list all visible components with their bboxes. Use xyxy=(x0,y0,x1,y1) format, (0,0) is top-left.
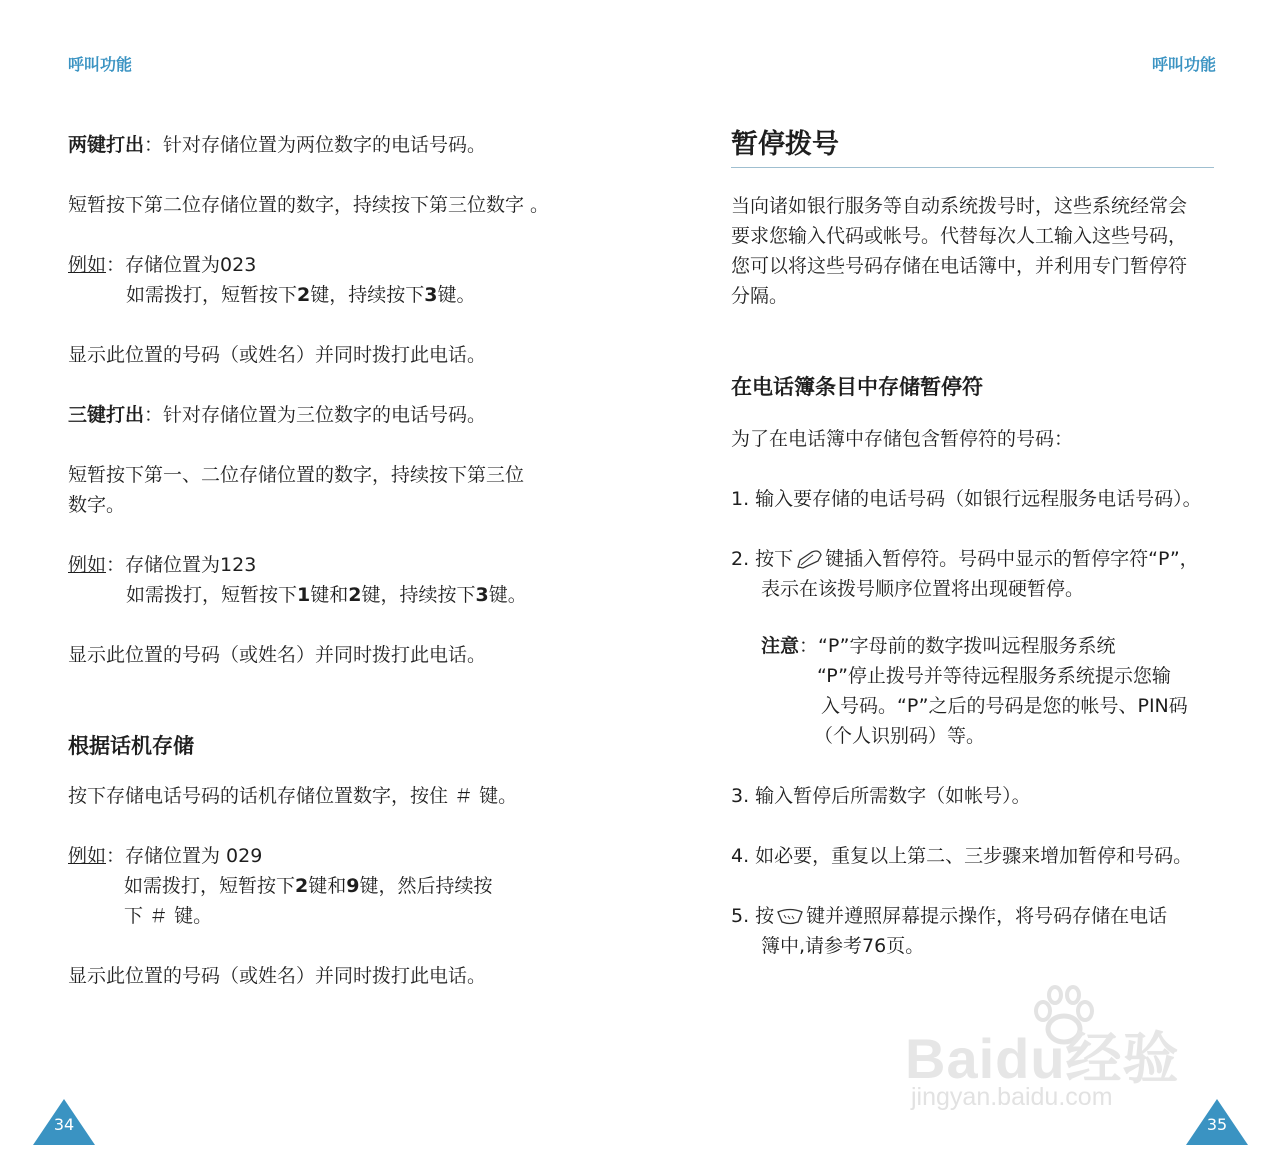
title-divider xyxy=(731,167,1214,168)
display-call-2: 显示此位置的号码（或姓名）并同时拨打此电话。 xyxy=(68,644,487,666)
watermark-url: jingyan.baidu.com xyxy=(911,1083,1113,1111)
note-label: 注意 xyxy=(761,635,800,657)
step-2-line-2: 表示在该拨号顺序位置将出现硬暂停。 xyxy=(761,578,1085,600)
example-1-key-a: 2 xyxy=(297,284,311,306)
three-key-dial-line xyxy=(68,400,486,430)
example-1-text-c: 键。 xyxy=(437,284,476,306)
page-header: 呼叫功能 xyxy=(68,55,133,74)
step-4: 4. 如必要，重复以上第二、三步骤来增加暂停和号码。 xyxy=(731,845,1193,867)
intro-line-3: 您可以将这些号码存储在电话簿中，并利用专门暂停符 xyxy=(731,255,1188,277)
pause-key-icon xyxy=(795,550,823,570)
note-line-2: “P”停止拨号并等待远程服务系统提示您输 xyxy=(817,665,1171,687)
section-heading: 根据话机存储 xyxy=(68,734,194,758)
step-5-text-a: 5. 按 xyxy=(731,905,775,927)
step-2-line-1 xyxy=(731,544,1199,574)
display-call-1: 显示此位置的号码（或姓名）并同时拨打此电话。 xyxy=(68,344,487,366)
example-2-location: ：存储位置为123 xyxy=(106,554,257,576)
step-3: 3. 输入暂停后所需数字（如帐号）。 xyxy=(731,785,1031,807)
example-3-line-1 xyxy=(68,841,262,871)
watermark-logo: Baidu经验 xyxy=(905,1027,1180,1090)
three-key-title: 三键打出 xyxy=(68,404,145,426)
example-2-text-c: 键，持续按下 xyxy=(361,584,476,606)
three-key-instruction-2: 数字。 xyxy=(68,494,126,516)
step-2-text-a: 2. 按下 xyxy=(731,548,794,570)
page-number: 35 xyxy=(1206,1115,1228,1134)
example-2-key-b: 2 xyxy=(348,584,362,606)
example-label: 例如 xyxy=(68,554,107,576)
example-2-text-a: 如需拨打，短暂按下 xyxy=(126,584,298,606)
example-1-text-a: 如需拨打，短暂按下 xyxy=(126,284,298,306)
step-5-line-1 xyxy=(731,901,1167,931)
section-instruction: 按下存储电话号码的话机存储位置数字，按住 ＃ 键。 xyxy=(68,785,518,807)
step-5-text-b: 键并遵照屏幕提示操作，将号码存储在电话 xyxy=(806,905,1168,927)
example-3-key-a: 2 xyxy=(295,875,309,897)
display-call-3: 显示此位置的号码（或姓名）并同时拨打此电话。 xyxy=(68,965,487,987)
note-line-3: 入号码。“P”之后的号码是您的帐号、PIN码 xyxy=(821,695,1188,717)
page-number: 34 xyxy=(53,1115,75,1134)
example-label: 例如 xyxy=(68,845,107,867)
step-2-text-b: 键插入暂停符。号码中显示的暂停字符“P”， xyxy=(825,548,1199,570)
example-2-key-c: 3 xyxy=(475,584,489,606)
example-2-text-d: 键。 xyxy=(488,584,527,606)
example-2-line-2 xyxy=(126,580,527,610)
example-1-location: ：存储位置为023 xyxy=(106,254,257,276)
three-key-desc: ：针对存储位置为三位数字的电话号码。 xyxy=(144,404,487,426)
two-key-instruction: 短暂按下第二位存储位置的数字，持续按下第三位数字 。 xyxy=(68,194,550,216)
example-3-line-2 xyxy=(124,871,493,901)
example-3-key-b: 9 xyxy=(346,875,360,897)
example-1-line-2 xyxy=(126,280,476,310)
step-5-line-2: 簿中,请参考76页。 xyxy=(761,935,925,957)
page-header: 呼叫功能 xyxy=(1151,55,1216,74)
page-number-badge xyxy=(33,1099,95,1145)
example-2-key-a: 1 xyxy=(297,584,311,606)
example-1-text-b: 键，持续按下 xyxy=(310,284,425,306)
example-label: 例如 xyxy=(68,254,107,276)
lead-line: 为了在电话簿中存储包含暂停符的号码： xyxy=(731,428,1074,450)
intro-line-4: 分隔。 xyxy=(731,285,789,307)
two-key-title: 两键打出 xyxy=(68,134,145,156)
example-3-text-c: 键，然后持续按 xyxy=(359,875,493,897)
save-key-icon xyxy=(776,907,804,927)
page-title: 暂停拨号 xyxy=(731,129,839,160)
subheading: 在电话簿条目中存储暂停符 xyxy=(731,375,983,399)
example-3-text-a: 如需拨打，短暂按下 xyxy=(124,875,296,897)
note-line-4: （个人识别码）等。 xyxy=(814,725,986,747)
example-1-line-1 xyxy=(68,250,256,280)
example-3-line-3: 下 ＃ 键。 xyxy=(124,905,213,927)
step-1: 1. 输入要存储的电话号码（如银行远程服务电话号码）。 xyxy=(731,488,1202,510)
note-line-1 xyxy=(761,631,1116,661)
note-text-1: ：“P”字母前的数字拨叫远程服务系统 xyxy=(799,635,1116,657)
two-key-dial-line xyxy=(68,130,486,160)
example-2-text-b: 键和 xyxy=(310,584,349,606)
example-3-text-b: 键和 xyxy=(308,875,347,897)
baidu-watermark xyxy=(905,985,1205,1120)
intro-line-2: 要求您输入代码或帐号。代替每次人工输入这些号码， xyxy=(731,225,1188,247)
three-key-instruction-1: 短暂按下第一、二位存储位置的数字，持续按下第三位 xyxy=(68,464,525,486)
intro-line-1: 当向诸如银行服务等自动系统拨号时，这些系统经常会 xyxy=(731,195,1188,217)
example-1-key-b: 3 xyxy=(424,284,438,306)
example-3-location: ：存储位置为 029 xyxy=(106,845,263,867)
two-key-desc: ：针对存储位置为两位数字的电话号码。 xyxy=(144,134,487,156)
example-2-line-1 xyxy=(68,550,256,580)
